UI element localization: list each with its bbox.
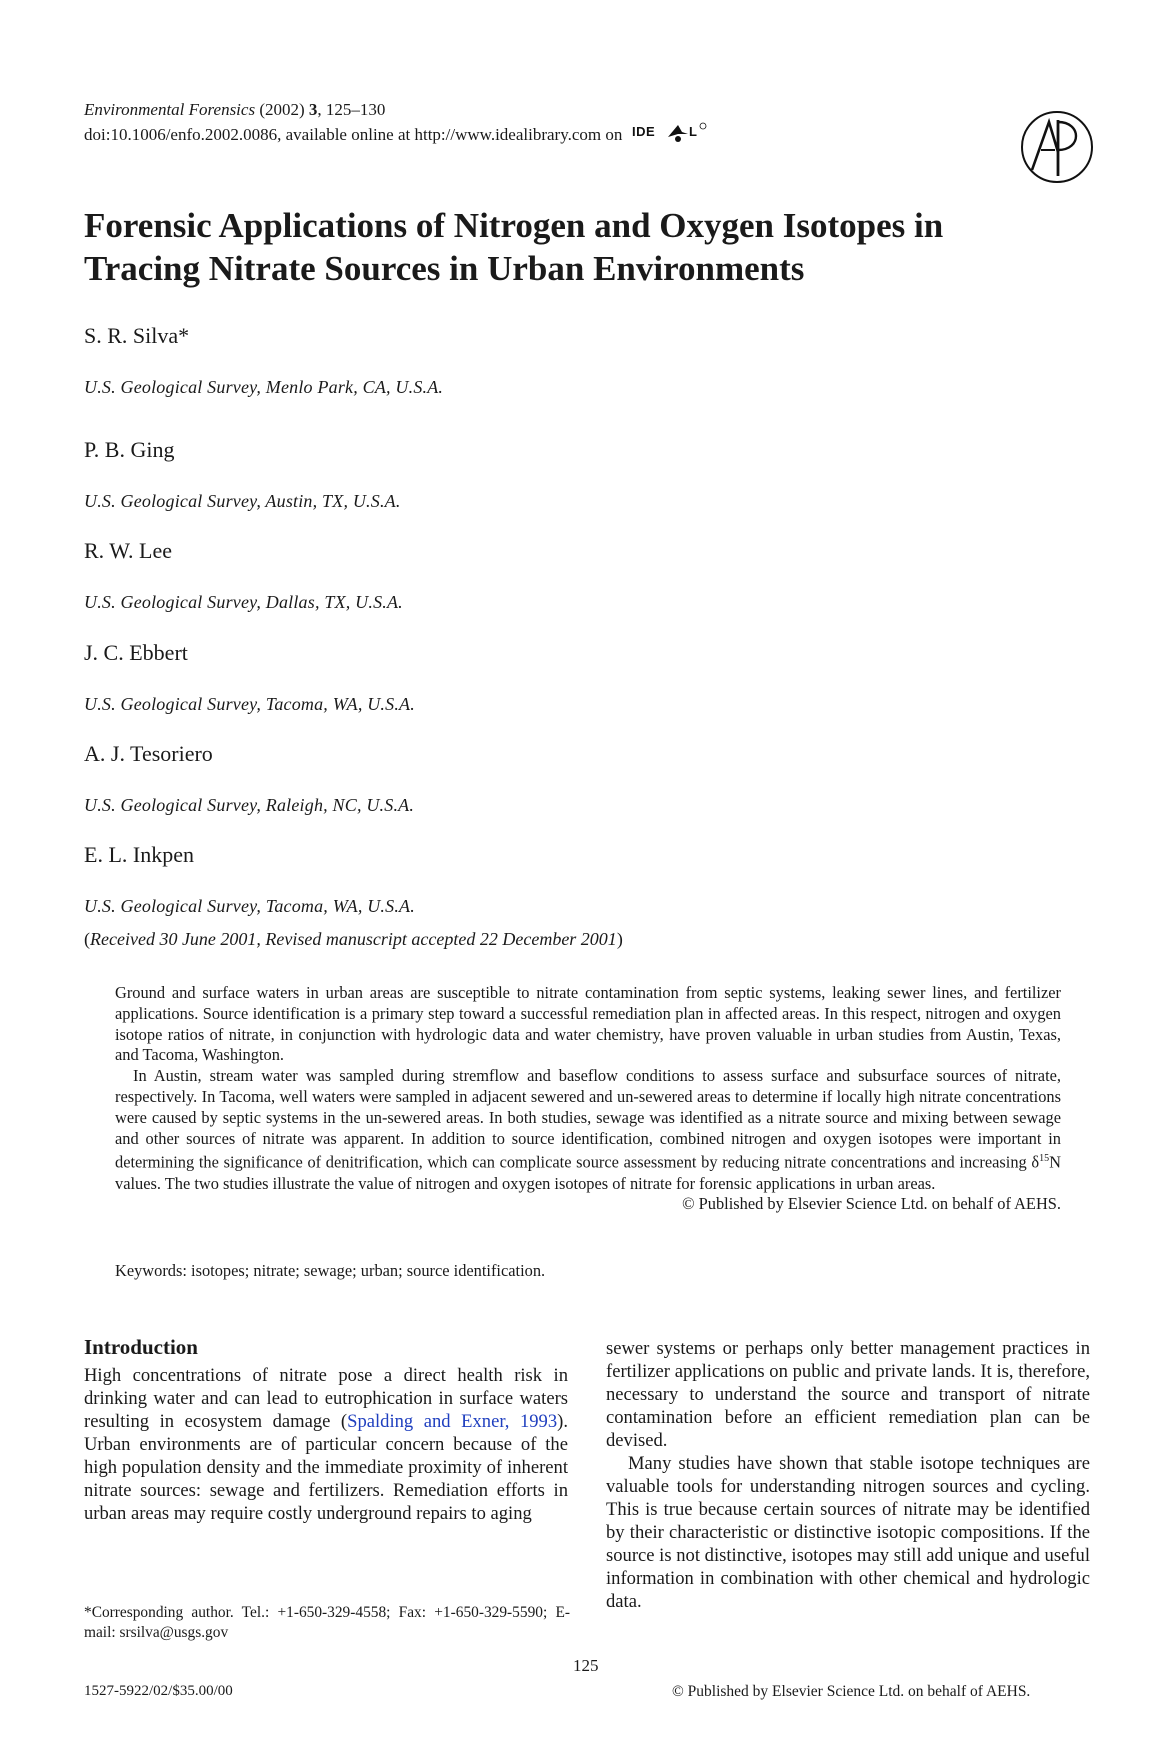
doi-line: doi:10.1006/enfo.2002.0086, available online at http://www.idealibrary.com on	[84, 125, 623, 144]
author-name: J. C. Ebbert	[84, 640, 188, 665]
intro-paragraph-1-cont: sewer systems or perhaps only better management practices in fertilizer applications on public and private lands. It is, therefore, necessary to understand the source and transport of nitrate contamination before an efficient remediation plan can be devised.	[606, 1338, 1090, 1451]
section-heading: Introduction	[84, 1335, 198, 1359]
journal-pages: 125–130	[325, 100, 386, 119]
received-open-paren: (	[84, 929, 90, 949]
abstract	[115, 983, 1061, 1215]
title-line-1: Forensic Applications of Nitrogen and Oxygen Isotopes in	[84, 206, 944, 245]
received-text: Received 30 June 2001, Revised manuscript accepted 22 December 2001	[90, 929, 617, 949]
citation-link[interactable]: Spalding and Exner, 1993	[347, 1411, 558, 1432]
abstract-paragraph-2	[115, 1066, 1061, 1214]
abstract-published-by: © Published by Elsevier Science Ltd. on behalf of AEHS.	[682, 1194, 1061, 1214]
journal-name: Environmental Forensics	[84, 100, 256, 119]
journal-volume: 3	[308, 100, 318, 119]
author-affiliation: U.S. Geological Survey, Austin, TX, U.S.A.	[84, 491, 401, 511]
received-close-paren: )	[616, 929, 623, 949]
author-affiliation: U.S. Geological Survey, Menlo Park, CA, U.S.A.	[84, 377, 444, 397]
author-affiliation: U.S. Geological Survey, Raleigh, NC, U.S.A.	[84, 795, 415, 815]
abstract-p2-text-b: N values. The two studies illustrate the value of nitrogen and oxygen isotopes of nitrate for forensic applications in urban areas.	[115, 1152, 1061, 1193]
journal-year: (2002)	[259, 100, 305, 119]
svg-text:L: L	[688, 124, 697, 139]
copyright-notice: © Published by Elsevier Science Ltd. on behalf of AEHS.	[672, 1683, 1031, 1700]
ideal-logo-icon	[631, 121, 713, 143]
intro-paragraph-2: Many studies have shown that stable isotope techniques are valuable tools for understanding nitrogen sources and cycling. This is true because certain sources of nitrate may be identified by their characteristic or distinctive isotopic compositions. If the source is not distinctive, isotopes may still add unique and useful information in combination with other chemical and hydrologic data.	[606, 1453, 1090, 1612]
abstract-paragraph-1: Ground and surface waters in urban areas are susceptible to nitrate contamination from septic systems, leaking sewer lines, and fertilizer applications. Source identification is a primary step toward a successful remediation plan in affected areas. In this respect, nitrogen and oxygen isotope ratios of nitrate, in conjunction with hydrologic data and water chemistry, have proven valuable in urban studies from Austin, Texas, and Tacoma, Washington.	[115, 983, 1061, 1065]
page-number: 125	[573, 1656, 599, 1675]
intro-left-column	[84, 1334, 568, 1525]
author-name: E. L. Inkpen	[84, 842, 194, 867]
intro-text-a: High concentrations of nitrate pose a direct health risk in drinking water and can lead to eutrophication in surface waters resulting in ecosystem damage (	[84, 1365, 568, 1432]
author-name: A. J. Tesoriero	[84, 741, 213, 766]
author-affiliation: U.S. Geological Survey, Dallas, TX, U.S.A.	[84, 592, 403, 612]
ap-publisher-logo-icon	[1020, 110, 1094, 184]
author-affiliation: U.S. Geological Survey, Tacoma, WA, U.S.A.	[84, 896, 415, 916]
keywords: Keywords: isotopes; nitrate; sewage; urban; source identification.	[115, 1261, 546, 1280]
svg-text:IDE: IDE	[631, 124, 655, 139]
author-name: R. W. Lee	[84, 538, 172, 563]
abstract-superscript: 15	[1039, 1153, 1050, 1165]
intro-right-column	[606, 1337, 1090, 1613]
article-title	[84, 204, 1044, 290]
author-name: S. R. Silva*	[84, 323, 190, 348]
corresponding-author-footnote: *Corresponding author. Tel.: +1-650-329-4558; Fax: +1-650-329-5590; E-mail: srsilva@usgs.gov	[84, 1604, 570, 1641]
intro-paragraph-1	[84, 1364, 568, 1525]
intro-text-b: ). Urban environments are of particular concern because of the high population density and the immediate proximity of inherent nitrate sources: sewage and fertilizers. Remediation efforts in urban areas may require costly underground repairs to aging	[84, 1411, 568, 1524]
author-affiliation: U.S. Geological Survey, Tacoma, WA, U.S.A.	[84, 694, 415, 714]
issn-code: 1527-5922/02/$35.00/00	[84, 1683, 233, 1699]
journal-citation: Environmental Forensics (2002) 3, 125–130 doi:10.1006/enfo.2002.0086, available online at http://www.idealibrary.com on IDE L	[84, 99, 713, 146]
received-dates	[84, 928, 623, 950]
title-line-2: Tracing Nitrate Sources in Urban Environments	[84, 249, 805, 288]
abstract-p2-text-a: In Austin, stream water was sampled during stremflow and baseflow conditions to assess surface and subsurface sources of nitrate, respectively. In Tacoma, well waters were sampled in adjacent sewered and un-sewered areas to determine if locally high nitrate concentrations were caused by septic systems in the un-sewered areas. In both studies, sewage was identified as a nitrate source and mixing between sewage and other sources of nitrate was apparent. In addition to source identification, combined nitrogen and oxygen isotopes were important in determining the significance of denitrification, which can complicate source assessment by reducing nitrate concentrations and increasing δ	[115, 1066, 1061, 1172]
author-name: P. B. Ging	[84, 437, 175, 462]
